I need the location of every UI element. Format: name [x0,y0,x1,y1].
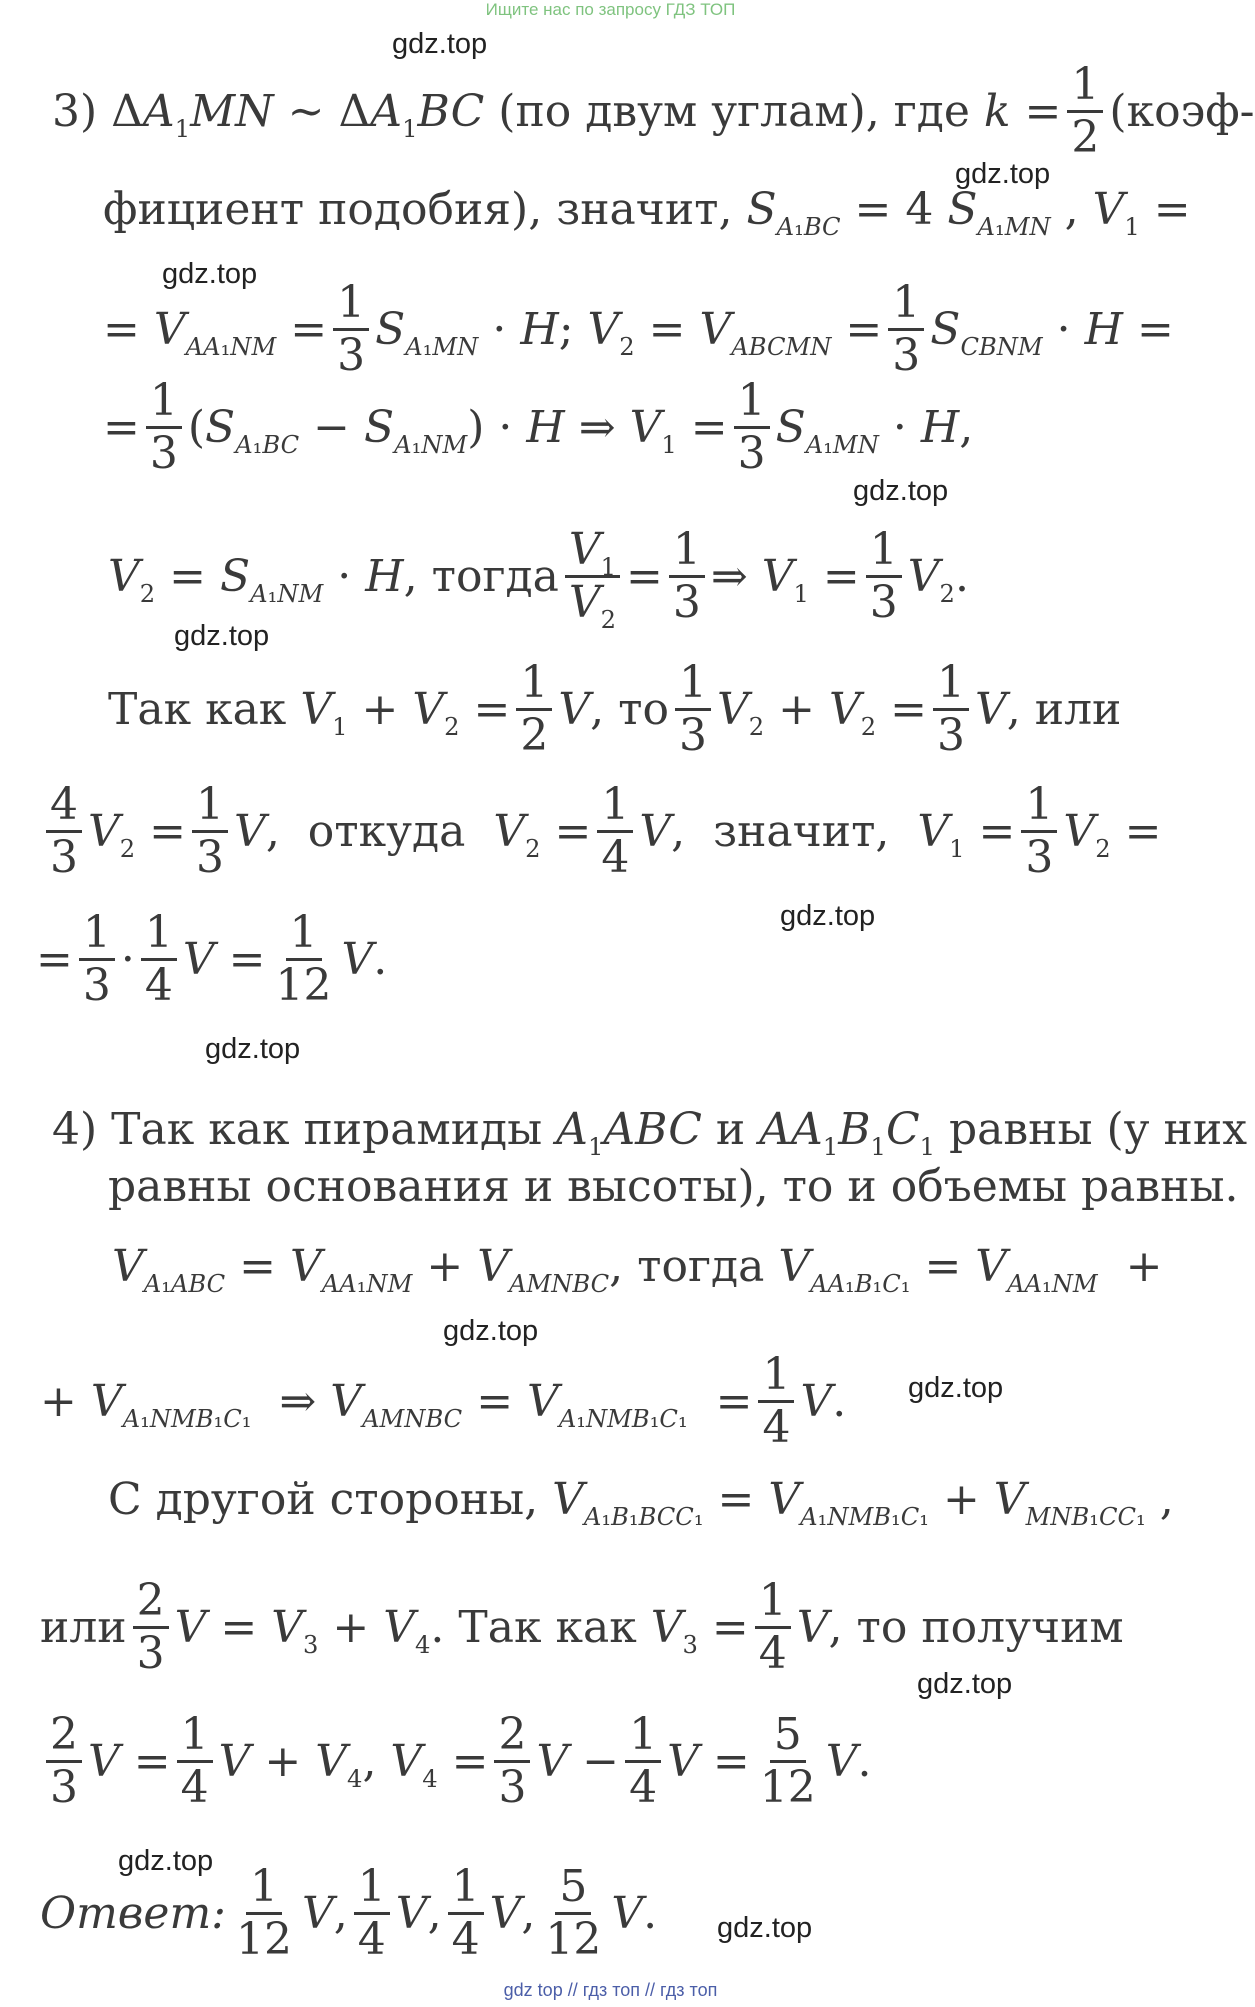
formula-line-15: $\frac{2}{3}$ V = $\frac{1}{4}$ $V + V_4$, $V_4$ = $\frac{2}{3}$ V − $\frac{1}{4}$ V = $\frac{5}{12}$ V. [40,1712,872,1811]
formula-line-10 [108,1161,1239,1212]
text-coeff-cont: фициент подобия), значит, [103,184,733,235]
formula-line-4: = $\frac{1}{3}$ $(S_{A_1BC} - S_{A_1NM}) \cdot H$ ⇒ $V_1$ = $\frac{1}{3}$ $S_{A_1MN} \cdot H$, [103,375,974,480]
formula-line-7: $\frac{4}{3}$ $V_2$ = $\frac{1}{3}$ V, откуда $V_2$ = $\frac{1}{4}$ V, значит, $V_1$ = $\frac{1}{3}$ $V_2$ = [40,782,1161,881]
watermark: gdz.top [717,1912,813,1944]
text-since2: Так как [458,1601,637,1653]
formula-line-1: 3) $\Delta A_1MN$ ~ $\Delta A_1BC$ (по двум углам), где k = $\frac{1}{2}$ (коэф- [52,59,1255,164]
text-other-side: С другой стороны, [108,1474,539,1525]
formula-line-5: $V_2 = S_{A_1NM} \cdot H$, тогда $\frac{V_1}{V_2}$ = $\frac{1}{3}$ ⇒ $V_1$ = $\frac{1}{3}$ $V_2$. [108,524,969,635]
answer-line: Ответ: $\frac{1}{12}$ V, $\frac{1}{4}$ V, $\frac{1}{4}$ V, $\frac{5}{12}$ V. [40,1861,658,1966]
text-hence: значит, [713,805,890,857]
text-or2: или [40,1601,127,1653]
formula-line-3: = $V_{AA_1NM}$ = $\frac{1}{3}$ $S_{A_1MN} \cdot H$; $V_2 = V_{ABCMN}$ = $\frac{1}{3}$ $S_{CBNM} \cdot H$ = [103,277,1174,382]
formula-line-13: С другой стороны, $V_{A_1B_1BCC_1} = V_{A_1NMB_1C_1} + V_{MNB_1CC_1}$ , [108,1474,1174,1531]
watermark: gdz.top [853,475,949,507]
footer-links: gdz top // гдз топ // гдз топ [503,1980,718,2000]
formula-line-8: = $\frac{1}{3}$ · $\frac{1}{4}$ V = $\frac{1}{12}$ V. [36,907,388,1012]
watermark: gdz.top [917,1668,1013,1700]
formula-line-2: фициент подобия), значит, $S_{A_1BC} = 4$ $S_{A_1MN}$ , $V_1$ = [103,184,1191,241]
formula-line-14: или $\frac{2}{3}$ $V = V_3 + V_4$. Так как $V_3$ = $\frac{1}{4}$ V, то получим [40,1575,1124,1680]
watermark: gdz.top [174,620,270,652]
text-item4-b: и [715,1104,746,1155]
watermark: gdz.top [205,1033,301,1065]
text-item4-line2: равны основания и высоты), то и объемы равны. [108,1161,1239,1212]
text-answer: Ответ: [40,1887,226,1939]
top-banner: Ищите нас по запросу ГДЗ ТОП [485,0,736,19]
formula-line-12: + $V_{A_1NMB_1C_1}$ ⇒ $V_{AMNBC} = V_{A_1NMB_1C_1}$ = $\frac{1}{4}$ V. [40,1349,847,1454]
text-then: тогда [431,550,559,602]
text-to: то [618,683,669,735]
formula-line-6: Так как $V_1 + V_2$ = $\frac{1}{2}$ V, то $\frac{1}{3}$ $V_2 + V_2$ = $\frac{1}{3}$ V, или [108,657,1122,762]
text-item4-c: равны (у них [949,1104,1248,1155]
watermark: gdz.top [908,1372,1004,1404]
watermark: gdz.top [443,1315,539,1347]
text-item4-a: Так как пирамиды [111,1104,543,1155]
watermark: gdz.top [392,28,488,60]
text-whence: откуда [307,805,466,857]
watermark: gdz.top [162,258,258,290]
text-since: Так как [108,683,287,735]
formula-line-9: 4) Так как пирамиды $A_1ABC$ и $AA_1B_1C_1$ равны (у них [52,1104,1248,1161]
text-coeff: (коэф- [1109,85,1255,137]
watermark: gdz.top [780,900,876,932]
text-get: то получим [856,1601,1124,1653]
formula-line-11: $V_{A_1ABC} = V_{AA_1NM} + V_{AMNBC}$, тогда $V_{AA_1B_1C_1} = V_{AA_1NM}$ + [112,1241,1163,1298]
text-or: или [1034,683,1122,735]
text-then2: тогда [637,1241,765,1292]
watermark: gdz.top [955,158,1051,190]
watermark: gdz.top [118,1845,214,1877]
text-angles: (по двум углам), где [498,85,970,137]
